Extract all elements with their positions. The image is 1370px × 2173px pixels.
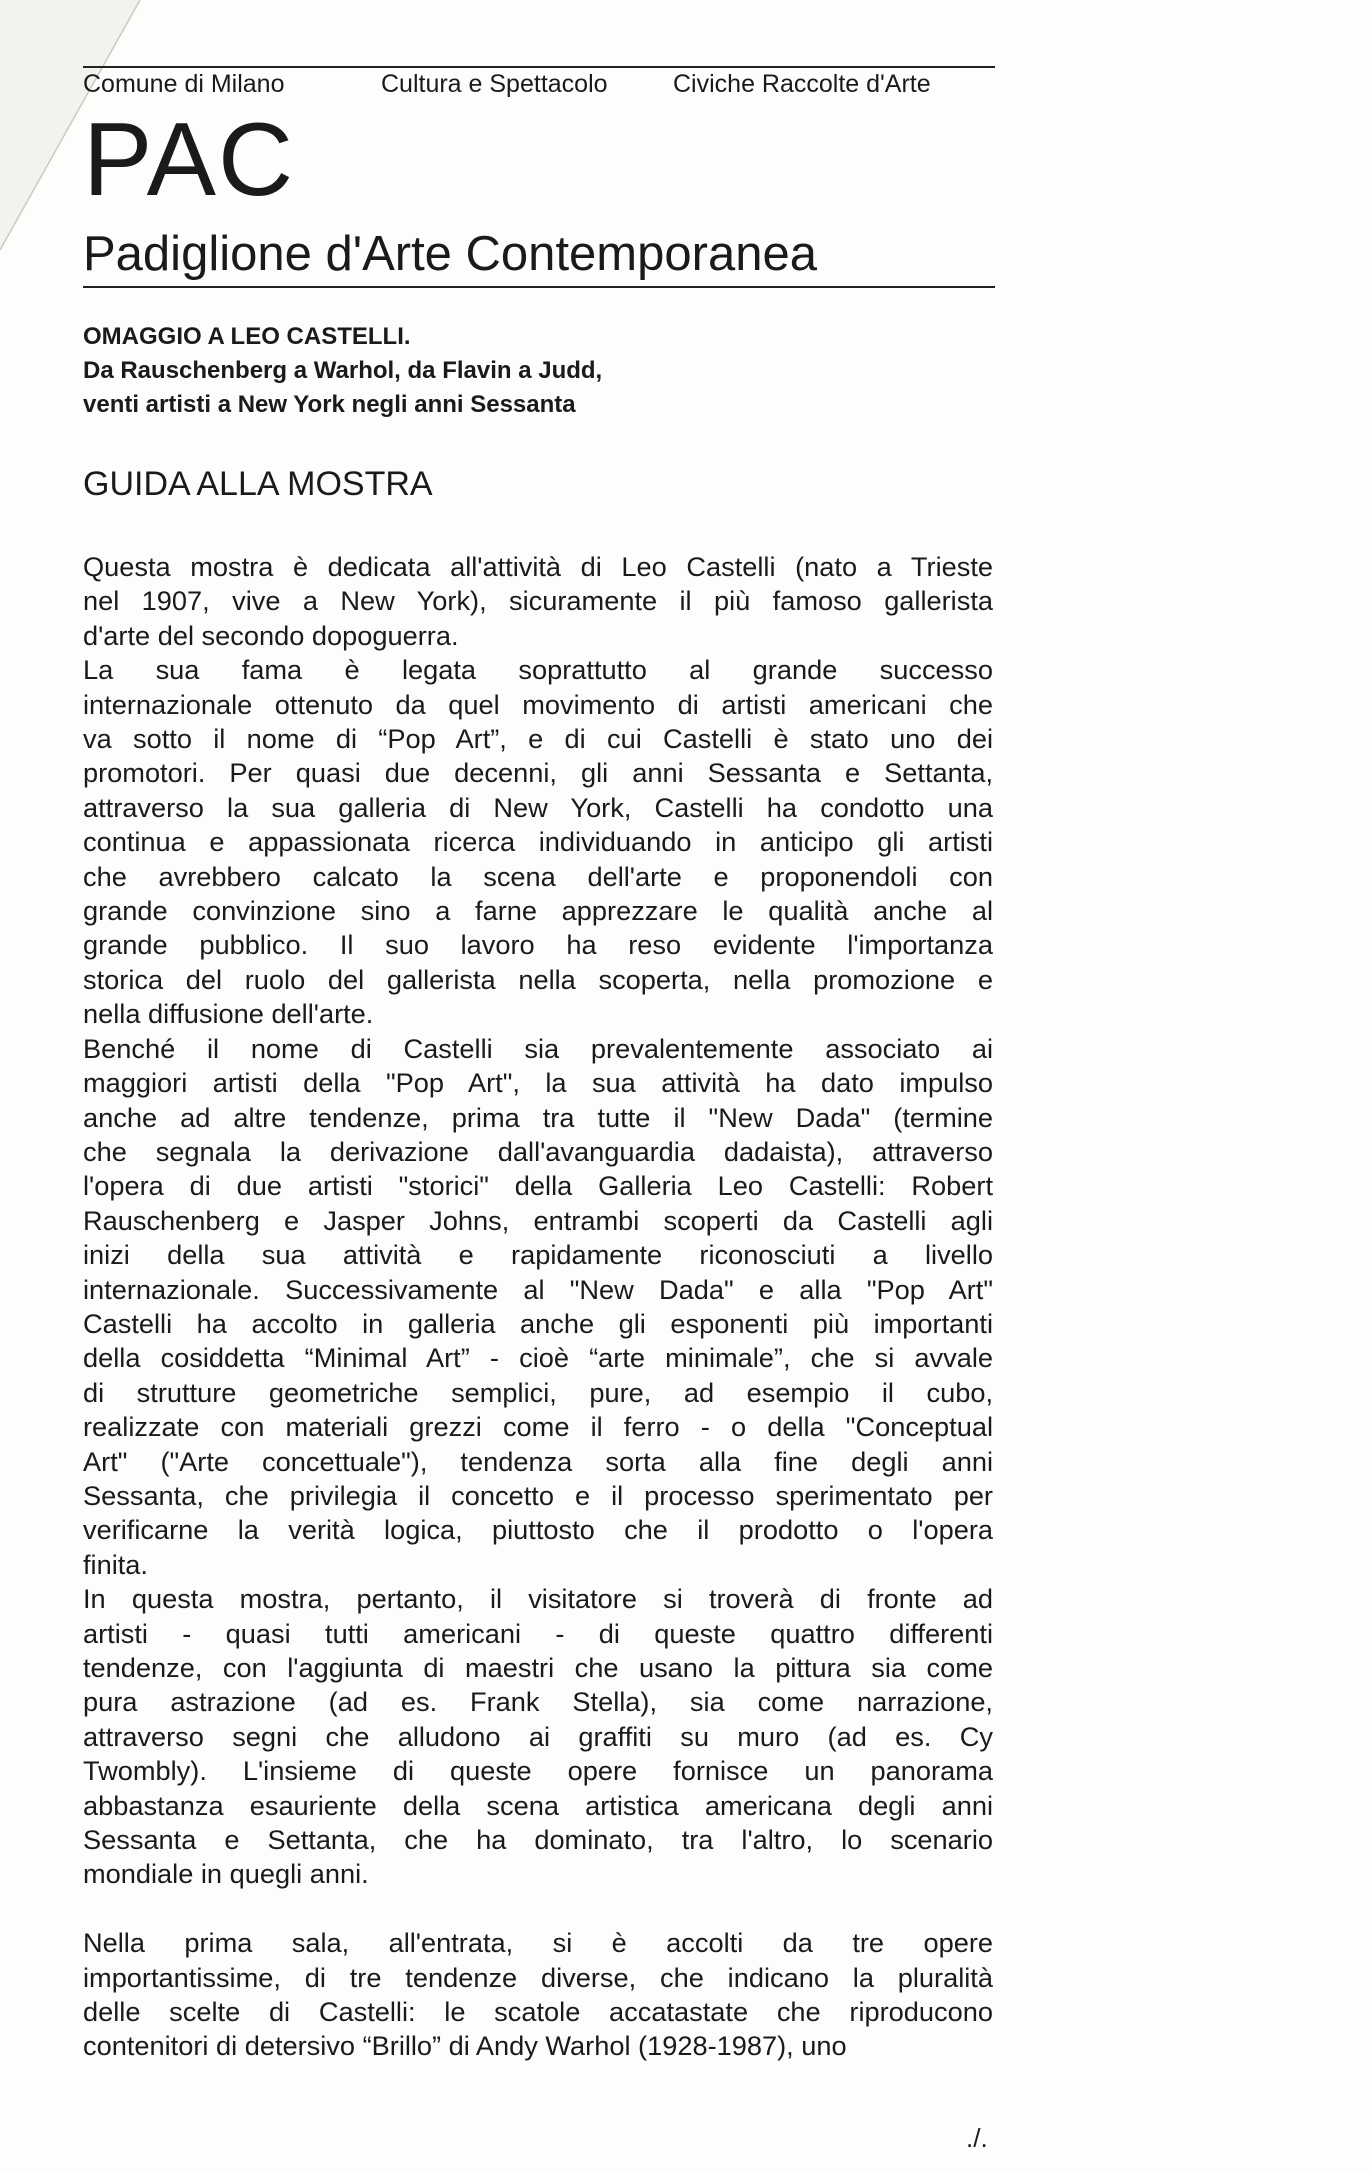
exhibition-title-line: venti artisti a New York negli anni Sessanta (83, 391, 576, 418)
paragraph-line: nel 1907, vive a New York), sicuramente il più famoso gallerista (83, 585, 993, 617)
paragraph-line: verificarne la verità logica, piuttosto che il prodotto o l'opera (83, 1514, 993, 1546)
paragraph-line: importantissime, di tre tendenze diverse, che indicano la pluralità (83, 1961, 993, 1993)
paragraph-line: di strutture geometriche semplici, pure, ad esempio il cubo, (83, 1376, 993, 1408)
paragraph-line: Benché il nome di Castelli sia prevalentemente associato ai (83, 1032, 993, 1064)
paragraph-line: Rauschenberg e Jasper Johns, entrambi scoperti da Castelli agli (83, 1204, 993, 1236)
paragraph-line: Nella prima sala, all'entrata, si è accolti da tre opere (83, 1927, 993, 1959)
page-continuation-mark: ./. (966, 2123, 988, 2153)
paragraph-line: delle scelte di Castelli: le scatole accatastate che riproducono (83, 1996, 993, 2028)
header-rule-bottom (83, 286, 995, 288)
paragraph-line: l'opera di due artisti "storici" della Galleria Leo Castelli: Robert (83, 1170, 993, 1202)
paragraph-line: contenitori di detersivo “Brillo” di Andy Warhol (1928-1987), uno (83, 2030, 847, 2062)
paragraph-line: Castelli ha accolto in galleria anche gli esponenti più importanti (83, 1307, 993, 1339)
paragraph-line: anche ad altre tendenze, prima tra tutte il "New Dada" (termine (83, 1101, 993, 1133)
paragraph-line: che avrebbero calcato la scena dell'arte e proponendoli con (83, 860, 993, 892)
guide-paragraph (83, 550, 993, 653)
header-collection: Civiche Raccolte d'Arte (673, 70, 931, 98)
paragraph-line: abbastanza esauriente della scena artistica americana degli anni (83, 1789, 993, 1821)
paragraph-line: Questa mostra è dedicata all'attività di Leo Castelli (nato a Trieste (83, 551, 993, 582)
paragraph-line: va sotto il nome di “Pop Art”, e di cui Castelli è stato uno dei (83, 723, 993, 755)
paragraph-line: della cosiddetta “Minimal Art” - cioè “arte minimale”, che si avvale (83, 1342, 993, 1374)
paragraph-line: finita. (83, 1548, 148, 1580)
exhibition-title-line: OMAGGIO A LEO CASTELLI. (83, 323, 411, 350)
paragraph-line: maggiori artisti della "Pop Art", la sua attività ha dato impulso (83, 1067, 993, 1099)
header-department: Comune di Milano (83, 70, 285, 98)
paragraph-line: inizi della sua attività e rapidamente riconosciuti a livello (83, 1239, 993, 1271)
paragraph-line: grande pubblico. Il suo lavoro ha reso evidente l'importanza (83, 929, 993, 961)
paragraph-line: Sessanta, che privilegia il concetto e il processo sperimentato per (83, 1479, 993, 1511)
exhibition-title (83, 320, 602, 422)
paragraph-gap (83, 1892, 993, 1926)
guide-body (83, 550, 993, 2064)
exhibition-title-line: Da Rauschenberg a Warhol, da Flavin a Judd, (83, 357, 603, 384)
paragraph-line: attraverso segni che alludono ai graffiti su muro (ad es. Cy (83, 1720, 993, 1752)
paragraph-line: artisti - quasi tutti americani - di queste quattro differenti (83, 1617, 993, 1649)
paragraph-line: internazionale ottenuto da quel movimento di artisti americani che (83, 688, 993, 720)
paragraph-line: tendenze, con l'aggiunta di maestri che usano la pittura sia come (83, 1652, 993, 1683)
paragraph-line: mondiale in quegli anni. (83, 1858, 369, 1890)
paragraph-line: Twombly). L'insieme di queste opere fornisce un panorama (83, 1755, 993, 1787)
paragraph-line: internazionale. Successivamente al "New Dada" e alla "Pop Art" (83, 1273, 993, 1305)
paragraph-line: attraverso la sua galleria di New York, Castelli ha condotto una (83, 791, 993, 823)
guide-paragraph (83, 1926, 993, 2064)
paragraph-line: storica del ruolo del gallerista nella scoperta, nella promozione e (83, 963, 993, 995)
header-sector: Cultura e Spettacolo (381, 70, 608, 98)
pac-subtitle: Padiglione d'Arte Contemporanea (83, 227, 817, 281)
paragraph-line: grande convinzione sino a farne apprezzare le qualità anche al (83, 895, 993, 927)
paragraph-line: promotori. Per quasi due decenni, gli anni Sessanta e Settanta, (83, 757, 993, 789)
paragraph-line: Art" ("Arte concettuale"), tendenza sorta alla fine degli anni (83, 1445, 993, 1477)
paragraph-line: In questa mostra, pertanto, il visitatore si troverà di fronte ad (83, 1583, 993, 1615)
paragraph-line: pura astrazione (ad es. Frank Stella), sia come narrazione, (83, 1686, 993, 1718)
guide-heading: GUIDA ALLA MOSTRA (83, 465, 433, 503)
guide-paragraph (83, 1582, 993, 1892)
paragraph-line: La sua fama è legata soprattutto al grande successo (83, 654, 993, 686)
pac-logo: PAC (83, 102, 296, 218)
paragraph-line: continua e appassionata ricerca individuando in anticipo gli artisti (83, 826, 993, 858)
header-rule-top (83, 66, 995, 68)
paragraph-line: realizzate con materiali grezzi come il ferro - o della "Conceptual (83, 1411, 993, 1443)
paragraph-line: che segnala la derivazione dall'avanguardia dadaista), attraverso (83, 1135, 993, 1167)
guide-paragraph (83, 653, 993, 1031)
guide-paragraph (83, 1032, 993, 1583)
paragraph-line: nella diffusione dell'arte. (83, 998, 374, 1030)
letterhead-header (83, 70, 995, 106)
paragraph-line: Sessanta e Settanta, che ha dominato, tra l'altro, lo scenario (83, 1824, 993, 1856)
paragraph-line: d'arte del secondo dopoguerra. (83, 619, 459, 651)
